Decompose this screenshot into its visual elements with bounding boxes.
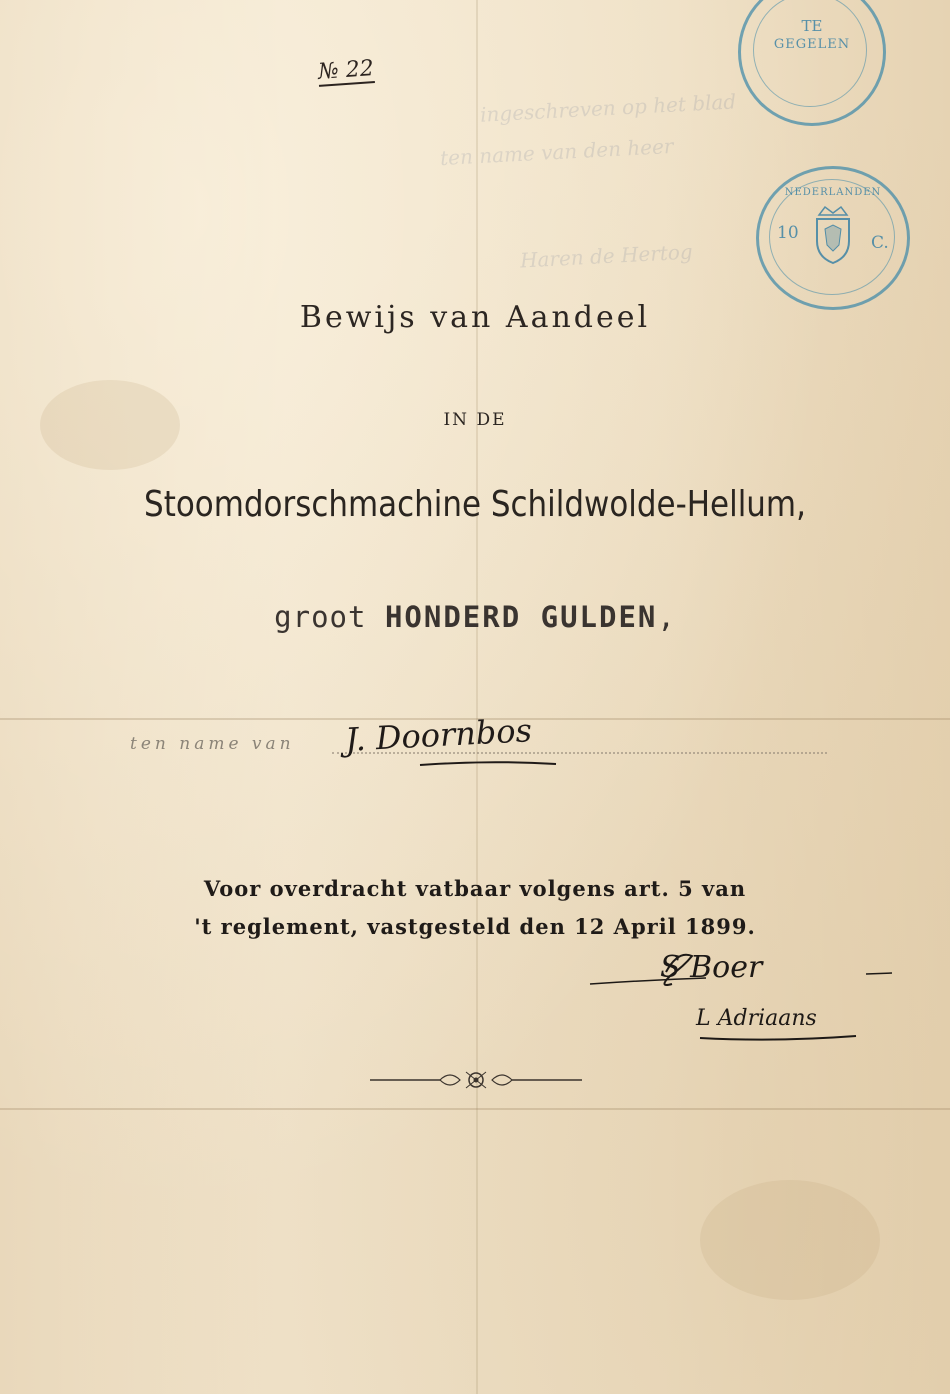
revenue-stamp <box>756 166 910 310</box>
share-amount-value: HONDERD GULDEN <box>384 600 658 634</box>
certificate-number-text: № 22 <box>317 56 375 85</box>
share-amount-suffix: , <box>657 600 676 634</box>
coat-of-arms-icon <box>811 205 855 267</box>
revenue-stamp-unit: C. <box>871 233 889 253</box>
share-amount <box>0 600 950 634</box>
town-stamp-line1: TE <box>801 17 823 35</box>
show-through-handwriting: Haren de Hertog <box>519 239 694 273</box>
town-stamp <box>738 0 886 126</box>
holder-label: ten name van <box>130 734 295 754</box>
revenue-stamp-value: 10 <box>777 223 799 243</box>
transfer-clause-line2: 't reglement, vastgesteld den 12 April 1899. <box>194 914 756 939</box>
document-subtitle: IN DE <box>443 410 507 430</box>
show-through-handwriting: ten name van den heer <box>439 133 674 171</box>
document-title: Bewijs van Aandeel <box>299 300 651 335</box>
show-through-handwriting: ingeschreven op het blad <box>479 89 737 127</box>
transfer-clause <box>0 870 950 946</box>
town-stamp-line2: GEGELEN <box>773 37 851 52</box>
signature-1-text: S Boer <box>660 950 763 985</box>
transfer-clause-line1: Voor overdracht vatbaar volgens art. 5 van <box>203 876 747 901</box>
share-amount-prefix: groot <box>274 600 367 634</box>
certificate-number <box>317 56 374 85</box>
paper-fold-vertical <box>476 0 478 1394</box>
company-name: Stoomdorschmachine Schildwolde-Hellum, <box>144 484 806 525</box>
signature-2 <box>696 1004 866 1048</box>
signature-2-text: L Adriaans <box>696 1006 817 1031</box>
revenue-stamp-arc-text: NEDERLANDEN <box>784 187 882 198</box>
holder-name-handwritten: J. Doornbos <box>344 711 533 759</box>
paper-fold-horizontal <box>0 1108 950 1110</box>
holder-name-underline <box>418 760 558 768</box>
paper-stain <box>700 1180 880 1300</box>
signature-1 <box>588 944 908 994</box>
ornament-divider <box>370 1068 582 1092</box>
signature-2-underline <box>696 1034 866 1044</box>
